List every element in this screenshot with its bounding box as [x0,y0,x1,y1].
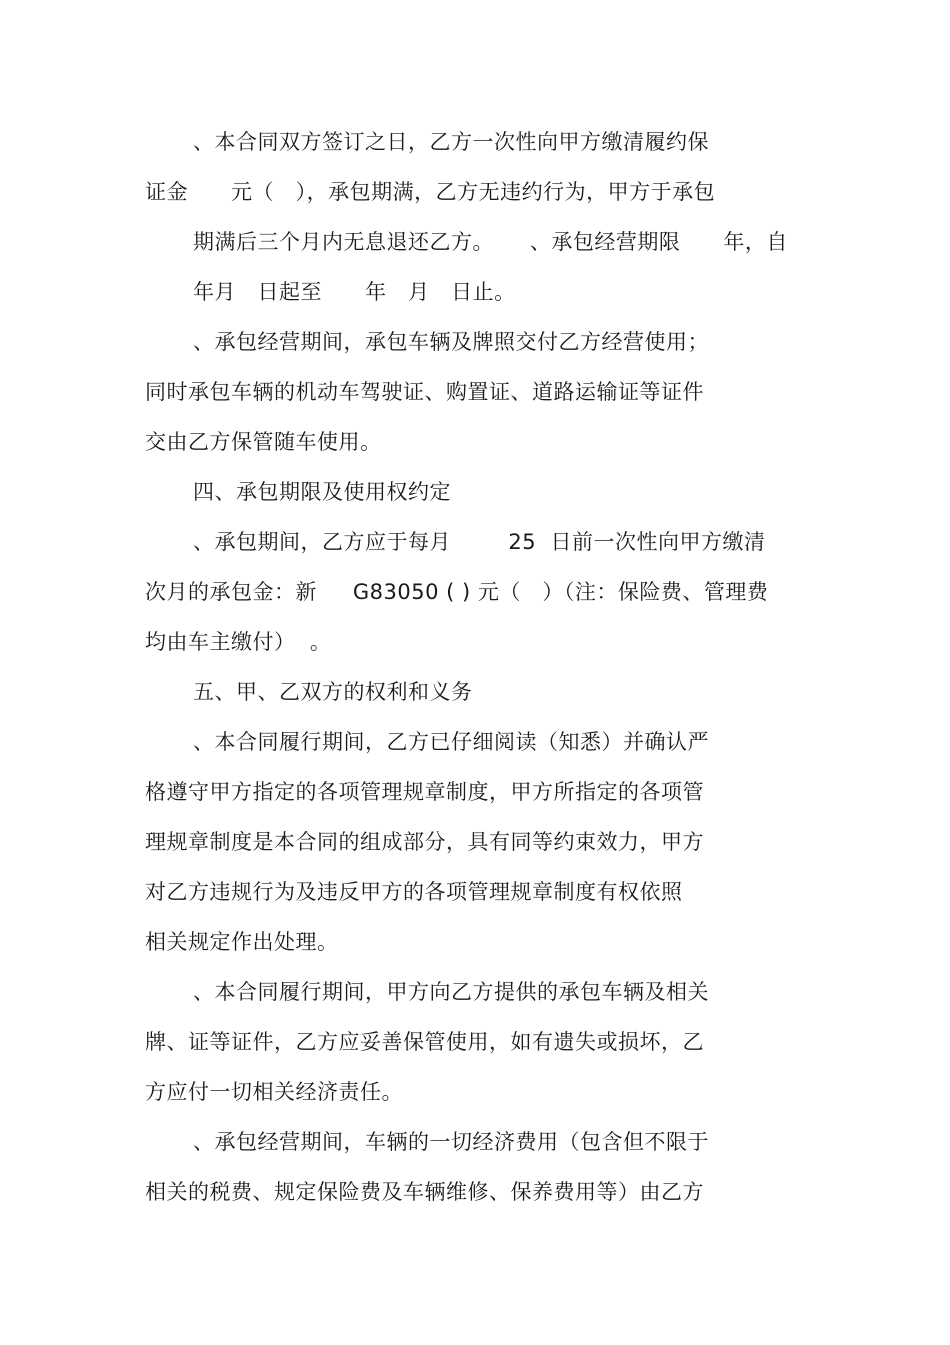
text-line: 、承包经营期间，承包车辆及牌照交付乙方经营使用； [193,330,709,354]
text-line: 牌、证等证件，乙方应妥善保管使用，如有遗失或损坏，乙 [145,1030,704,1054]
text-line: 次月的承包金：新 G83050 ( ) 元（ ）（注：保险费、管理费 [145,580,769,604]
text-line: 、本合同履行期间，甲方向乙方提供的承包车辆及相关 [193,980,709,1004]
text-line: 理规章制度是本合同的组成部分，具有同等约束效力，甲方 [145,830,704,854]
section-heading: 五、甲、乙双方的权利和义务 [193,680,473,704]
text-line: 相关规定作出处理。 [145,930,339,954]
text-line: 相关的税费、规定保险费及车辆维修、保养费用等）由乙方 [145,1180,704,1204]
text-line: 证金 元（ ），承包期满，乙方无违约行为，甲方于承包 [145,180,716,204]
text-line: 方应付一切相关经济责任。 [145,1080,403,1104]
text-line: 期满后三个月内无息退还乙方。 、承包经营期限 年，自 [193,230,788,254]
text-line: 、本合同双方签订之日，乙方一次性向甲方缴清履约保 [193,130,709,154]
text-line: 、承包经营期间，车辆的一切经济费用（包含但不限于 [193,1130,709,1154]
section-heading: 四、承包期限及使用权约定 [193,480,451,504]
text-line: 同时承包车辆的机动车驾驶证、购置证、道路运输证等证件 [145,380,704,404]
text-line: 、本合同履行期间，乙方已仔细阅读（知悉）并确认严 [193,730,709,754]
text-line: 均由车主缴付） 。 [145,630,332,654]
text-line: 、承包期间，乙方应于每月 25 日前一次性向甲方缴清 [193,530,766,554]
text-line: 交由乙方保管随车使用。 [145,430,382,454]
text-line: 格遵守甲方指定的各项管理规章制度，甲方所指定的各项管 [145,780,704,804]
text-line: 对乙方违规行为及违反甲方的各项管理规章制度有权依照 [145,880,683,904]
text-line: 年月 日起至 年 月 日止。 [193,280,516,304]
